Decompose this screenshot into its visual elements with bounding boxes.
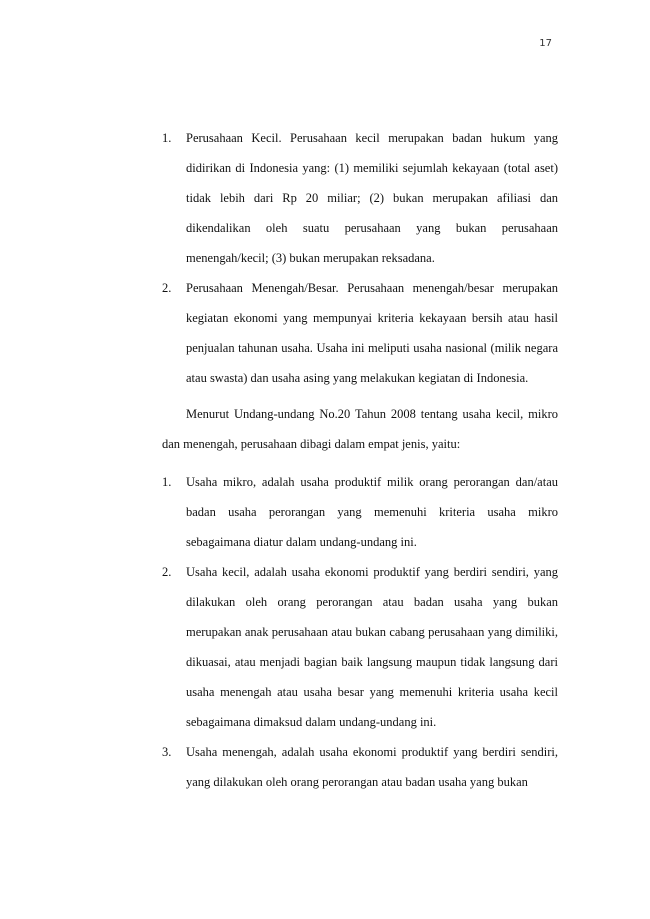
list-item-number: 3. — [162, 745, 172, 759]
business-types-list — [162, 467, 558, 797]
document-body — [162, 123, 558, 797]
list-item-number: 1. — [162, 475, 172, 489]
list-item-text: Perusahaan Kecil. Perusahaan kecil merupakan badan hukum yang didirikan di Indonesia yang: (1) memiliki sejumlah kekayaan (total aset) tidak lebih dari Rp 20 miliar; (2) bukan merupakan afiliasi dan dikendalikan oleh suatu perusahaan yang bukan perusahaan menengah/kecil; (3) bukan merupakan reksadana. — [186, 131, 558, 265]
list-item-text: Usaha menengah, adalah usaha ekonomi produktif yang berdiri sendiri, yang dilakukan oleh orang perorangan atau badan usaha yang bukan — [186, 745, 558, 789]
list-item-number: 2. — [162, 565, 172, 579]
list-item-text: Perusahaan Menengah/Besar. Perusahaan menengah/besar merupakan kegiatan ekonomi yang mempunyai kriteria kekayaan bersih atau hasil penjualan tahunan usaha. Usaha ini meliputi usaha nasional (milik negara atau swasta) dan usaha asing yang melakukan kegiatan di Indonesia. — [186, 281, 558, 385]
list-item — [162, 557, 558, 737]
company-types-list — [162, 123, 558, 393]
list-item-number: 2. — [162, 281, 172, 295]
list-item-text: Usaha kecil, adalah usaha ekonomi produktif yang berdiri sendiri, yang dilakukan oleh orang perorangan atau badan usaha yang bukan merupakan anak perusahaan atau bukan cabang perusahaan yang dimiliki, dikuasai, atau menjadi bagian baik langsung maupun tidak langsung dari usaha menengah atau usaha besar yang memenuhi kriteria usaha kecil sebagaimana dimaksud dalam undang-undang ini. — [186, 565, 558, 729]
list-item — [162, 467, 558, 557]
body-paragraph: Menurut Undang-undang No.20 Tahun 2008 tentang usaha kecil, mikro dan menengah, perusahaan dibagi dalam empat jenis, yaitu: — [162, 407, 558, 451]
page-number: 17 — [539, 38, 552, 49]
list-item-text: Usaha mikro, adalah usaha produktif milik orang perorangan dan/atau badan usaha perorangan yang memenuhi kriteria usaha mikro sebagaimana diatur dalam undang-undang ini. — [186, 475, 558, 549]
list-item — [162, 737, 558, 797]
list-item-number: 1. — [162, 131, 172, 145]
list-item — [162, 123, 558, 273]
list-item — [162, 273, 558, 393]
